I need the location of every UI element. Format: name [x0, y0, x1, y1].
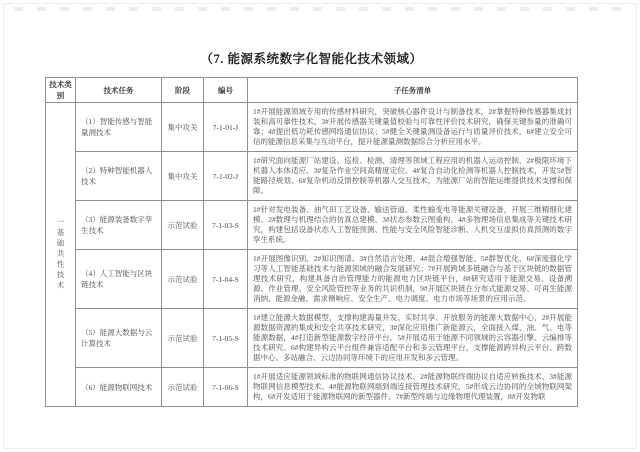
code-cell: 7-1-04-S [204, 250, 248, 309]
technology-task-table [45, 77, 578, 407]
table-row [46, 368, 578, 407]
scan-artifact [14, 7, 626, 11]
task-cell: （6）能源物联网技术 [76, 368, 162, 407]
code-cell: 7-1-05-S [204, 309, 248, 368]
table-row [46, 201, 578, 250]
phase-cell: 集中攻关 [162, 152, 204, 201]
header-task: 技术任务 [76, 78, 162, 103]
task-cell: （4）人工智能与区块链技术 [76, 250, 162, 309]
table-header-row [46, 78, 578, 103]
task-cell: （2）特种智能机器人技术 [76, 152, 162, 201]
phase-cell: 示范试验 [162, 250, 204, 309]
table-row [46, 103, 578, 152]
task-cell: （1）智能传感与智能量测技术 [76, 103, 162, 152]
code-cell: 7-1-06-S [204, 368, 248, 407]
subtasks-cell: 1#开展适应能源领域标准的物联网通信协议技术、2#能源物联终端协议自适应转换技术、3#能源物联网信息模型技术、4#能源物联网端到端连接管理技术研究，5#形成云边协同的全域物联网架构，6#开发适用于能源物联网的新型器件、7#新型终端与边缘物理代理装置，8#开发物联 [248, 368, 578, 407]
code-cell: 7-1-01-J [204, 103, 248, 152]
subtasks-cell: 1#针对发电装备、油气田工艺设备、输送管道、柔性输变电等能源关键设备，开展三维精细化建模、2#数理与机理结合的仿真总建模、3#状态参数云图重构、4#多物理场信息集成等关键技术研究，构建包括设备状态人工智能预测、性能与安全风险智能诊断、人机交互虚拟仿真预测的数字孪生系统。 [248, 201, 578, 250]
category-label: 一基础共性技术 [56, 217, 65, 292]
phase-cell: 示范试验 [162, 368, 204, 407]
table-row [46, 309, 578, 368]
header-code: 编号 [204, 78, 248, 103]
code-cell: 7-1-03-S [204, 201, 248, 250]
category-cell [46, 103, 76, 407]
code-cell: 7-1-02-J [204, 152, 248, 201]
subtasks-cell: 1#开展图像识别、2#知识图谱、3#自然语言处理、4#混合增强智能、5#群智优化、6#深度强化学习等人工智能基础技术与能源领域的融合发展研究；7#开展跨域多链融合与基于区块链的数据管理技术研究，构建具备自治管理能力的能源电力区块链平台，8#研究适用于能源交易、设备溯源、作业管理、安全风险管控等业务的共识机制，9#开展区块链在分布式能源交易、可再生能源消纳、能源金融、需求侧响应、安全生产、电力调度、电力市场等场景的应用示范。 [248, 250, 578, 309]
header-phase: 阶段 [162, 78, 204, 103]
subtasks-cell: 1#研究面向能源厂站建设、巡检、检测、清理等领域工程应用的机器人运动控制、2#极限环境下机器人本体适应、3#复杂作业空间高精度定位、4#复合自动化检测等机器人控制技术，开发5#智能路径规划、6#复杂机动反馈控制等机器人交互技术，为能源厂站的智能运维提供技术支撑和保障。 [248, 152, 578, 201]
phase-cell: 示范试验 [162, 201, 204, 250]
task-cell: （3）能源装备数字孪生技术 [76, 201, 162, 250]
subtasks-cell: 1#建立能源大数据模型，支撑构建海量并发、实时共享、开放服务的能源大数据中心，2#开展能源数据资源的集成和安全共享技术研究，3#深化应用推广新能源云，全面接入煤、油、气、电等能源数据，4#打造新型能源数字经济平台。5#开展适用于能源不同领域的云容器引擎、云编排等技术研究。6#构建异构云平台组件兼容适配平台和多云管理平台，支撑能源跨异构云平台、跨数据中心、多站融合、云边协同等环境下的应用开发和多云管理。 [248, 309, 578, 368]
header-subtasks: 子任务清单 [248, 78, 578, 103]
table-row [46, 152, 578, 201]
header-category: 技术类别 [46, 78, 76, 103]
task-cell: （5）能源大数据与云计算技术 [76, 309, 162, 368]
page-title: （7. 能源系统数字化智能化技术领域） [200, 52, 423, 66]
phase-cell: 示范试验 [162, 309, 204, 368]
phase-cell: 集中攻关 [162, 103, 204, 152]
subtasks-cell: 1#开展能源领域专用的传感材料研究，突破核心器件设计与制备技术，2#掌握特种传感器集成封装和高可靠性技术。3#开展传感器关键量值校验与可靠性评价技术研究，确保关键参量的准确可靠；4#提出低功耗传感网络通信协议；5#健全关键量测设备运行与质量评价技术，6#建立安全可信的能源信息采集与互动平台，提升能源量测数据综合分析应用水平。 [248, 103, 578, 152]
table-row [46, 250, 578, 309]
